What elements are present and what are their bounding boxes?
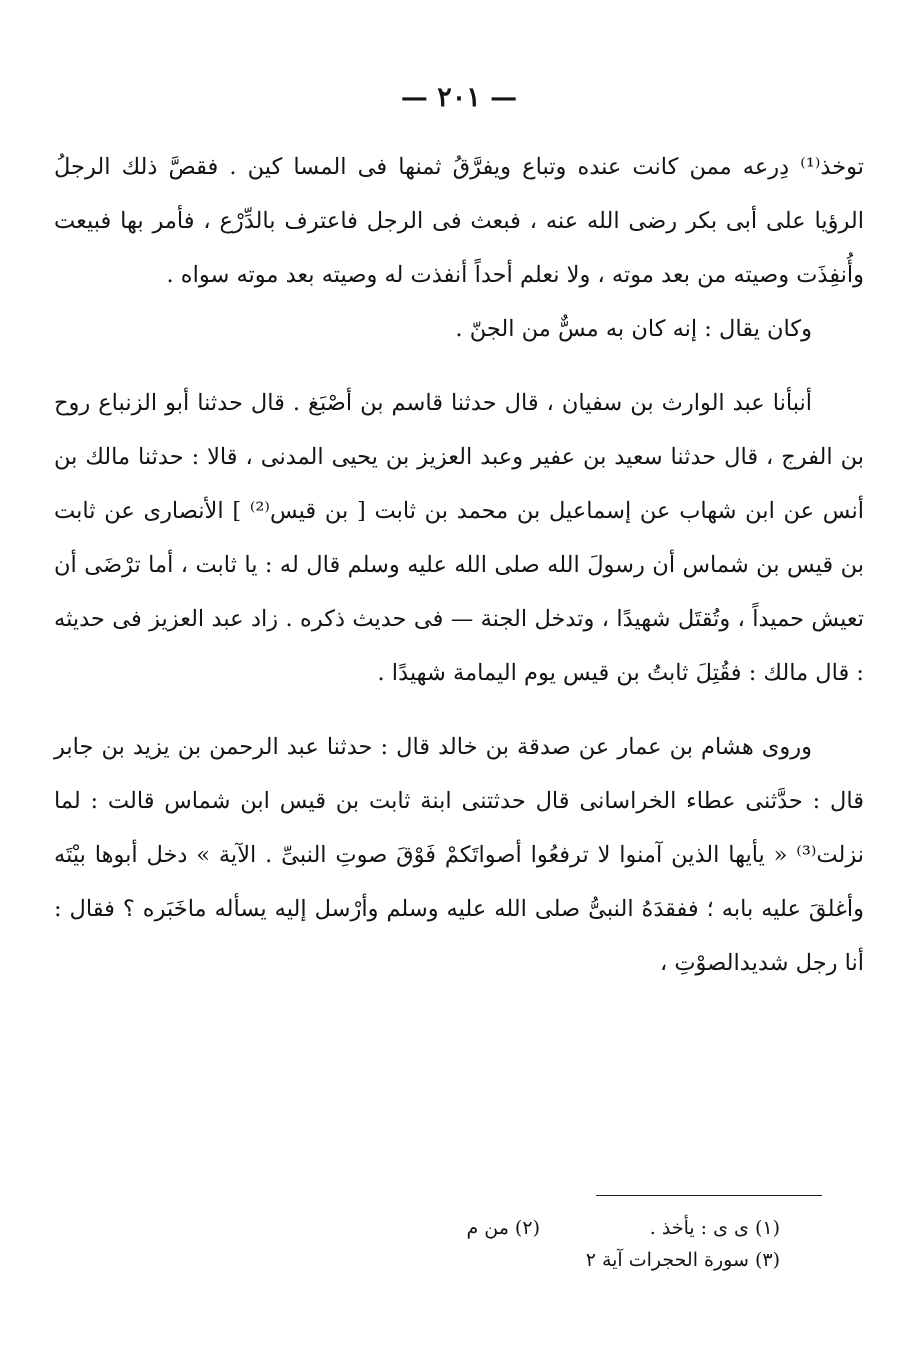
- paragraph-2: وكان يقال : إنه كان به مسٌّ من الجنّ .: [455, 316, 812, 342]
- paragraph-1: توخذ⁽¹⁾ دِرعه ممن كانت عنده وتباع ويفرَّقُ ثمنها فى المسا كين . فقصَّ ذلك الرجلُ الرؤيا على أبى بكر رضى الله عنه ، فبعث فى الرجل فاعترف بالدِّرْع ، فأمر بها فبيعت وأُنفِذَت وصيته من بعد موته ، ولا نعلم أحداً أنفذت له وصيته بعد موته سواه .: [54, 154, 864, 288]
- footnote-2: (٢) من م: [466, 1217, 540, 1239]
- body-text: [54, 140, 864, 990]
- page-number: — ٢٠١ —: [400, 82, 518, 113]
- footnote-3: (٣) سورة الحجرات آية ٢: [585, 1249, 780, 1271]
- footnote-row: [380, 1244, 780, 1276]
- paragraph-3: أنبأنا عبد الوارث بن سفيان ، قال حدثنا قاسم بن أصْبَغ . قال حدثنا أبو الزنباع روح بن الفرج ، قال حدثنا سعيد بن عفير وعبد العزيز بن يحيى المدنى ، قالا : حدثنا مالك بن أنس عن ابن شهاب عن إسماعيل بن محمد بن ثابت [ بن قيس⁽²⁾ ] الأنصارى عن ثابت بن قيس بن شماس أن رسولَ الله صلى الله عليه وسلم قال له : يا ثابت ، أما ترْضَى أن تعيش حميداً ، وتُقتَل شهيدًا ، وتدخل الجنة — فى حديث ذكره . زاد عبد العزيز فى حديثه : قال مالك : فقُتِلَ ثابتُ بن قيس يوم اليمامة شهيدًا .: [54, 390, 864, 686]
- paragraph-4: وروى هشام بن عمار عن صدقة بن خالد قال : حدثنا عبد الرحمن بن يزيد بن جابر قال : حدَّثنى عطاء الخراسانى قال حدثتنى ابنة ثابت بن قيس ابن شماس قالت : لما نزلت⁽³⁾ « يأيها الذين آمنوا لا ترفعُوا أصواتَكمْ فَوْقَ صوتِ النبىِّ . الآية » دخل أبوها بيْتَه وأغلقَ عليه بابه ؛ ففقدَهُ النبىُّ صلى الله عليه وسلم وأرْسل إليه يسأله ماخَبَره ؟ فقال : أنا رجل شديدالصوْتِ ،: [54, 734, 864, 976]
- footnote-row: [380, 1212, 780, 1244]
- footnote-1: (١) ى ى : يأخذ .: [649, 1217, 780, 1239]
- footnotes: [380, 1212, 780, 1276]
- footnote-divider: [596, 1195, 822, 1196]
